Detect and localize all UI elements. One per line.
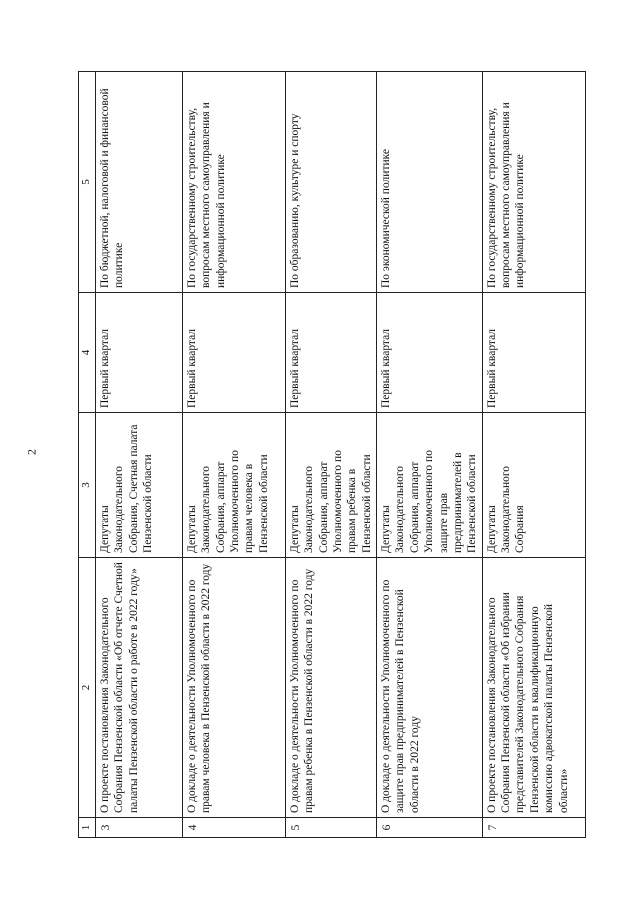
item-title: О проекте постановления Законодательного Собрания Пензенской области «Об отчете Счетной палаты Пензенской области о работе в 2022 году»	[95, 558, 182, 818]
table-row	[377, 72, 483, 838]
column-header-3: 3	[79, 413, 96, 558]
item-term: Первый квартал	[285, 293, 376, 413]
item-term: Первый квартал	[182, 293, 285, 413]
item-committee: По экономической политике	[377, 72, 483, 293]
item-title: О докладе о деятельности Уполномоченного по правам ребенка в Пензенской области в 2022 году	[285, 558, 376, 818]
table-row	[95, 72, 182, 838]
table-row	[285, 72, 376, 838]
row-number: 6	[377, 818, 483, 838]
column-header-4: 4	[79, 293, 96, 413]
rotated-table-container	[78, 72, 570, 838]
item-term: Первый квартал	[377, 293, 483, 413]
page-number: 2	[24, 449, 39, 455]
item-responsible: Депутаты Законодательного Собрания, аппарат Уполномоченного по защите прав предпринимателей в Пензенской области	[377, 413, 483, 558]
item-committee: По государственному строительству, вопросам местного самоуправления и информационной политике	[482, 72, 585, 293]
item-committee: По государственному строительству, вопросам местного самоуправления и информационной политике	[182, 72, 285, 293]
item-term: Первый квартал	[482, 293, 585, 413]
item-responsible: Депутаты Законодательного Собрания, аппарат Уполномоченного по правам человека в Пензенской области	[182, 413, 285, 558]
item-title: О проекте постановления Законодательного Собрания Пензенской области «Об избрании представителей Законодательного Собрания Пензенской области в квалификационную комиссию адвокатской палаты Пензенской области»	[482, 558, 585, 818]
column-header-5: 5	[79, 72, 96, 293]
row-number: 4	[182, 818, 285, 838]
item-title: О докладе о деятельности Уполномоченного по правам человека в Пензенской области в 2022 году	[182, 558, 285, 818]
plan-table	[78, 71, 586, 838]
item-committee: По бюджетной, налоговой и финансовой политике	[95, 72, 182, 293]
row-number: 3	[95, 818, 182, 838]
item-responsible: Депутаты Законодательного Собрания, Счетная палата Пензенской области	[95, 413, 182, 558]
column-header-1: 1	[79, 818, 96, 838]
table-header-row	[79, 72, 96, 838]
item-responsible: Депутаты Законодательного Собрания, аппарат Уполномоченного по правам ребенка в Пензенской области	[285, 413, 376, 558]
item-responsible: Депутаты Законодательного Собрания	[482, 413, 585, 558]
table-row	[482, 72, 585, 838]
item-term: Первый квартал	[95, 293, 182, 413]
column-header-2: 2	[79, 558, 96, 818]
item-committee: По образованию, культуре и спорту	[285, 72, 376, 293]
table-row	[182, 72, 285, 838]
item-title: О докладе о деятельности Уполномоченного по защите прав предпринимателей в Пензенской области в 2022 году	[377, 558, 483, 818]
row-number: 7	[482, 818, 585, 838]
row-number: 5	[285, 818, 376, 838]
